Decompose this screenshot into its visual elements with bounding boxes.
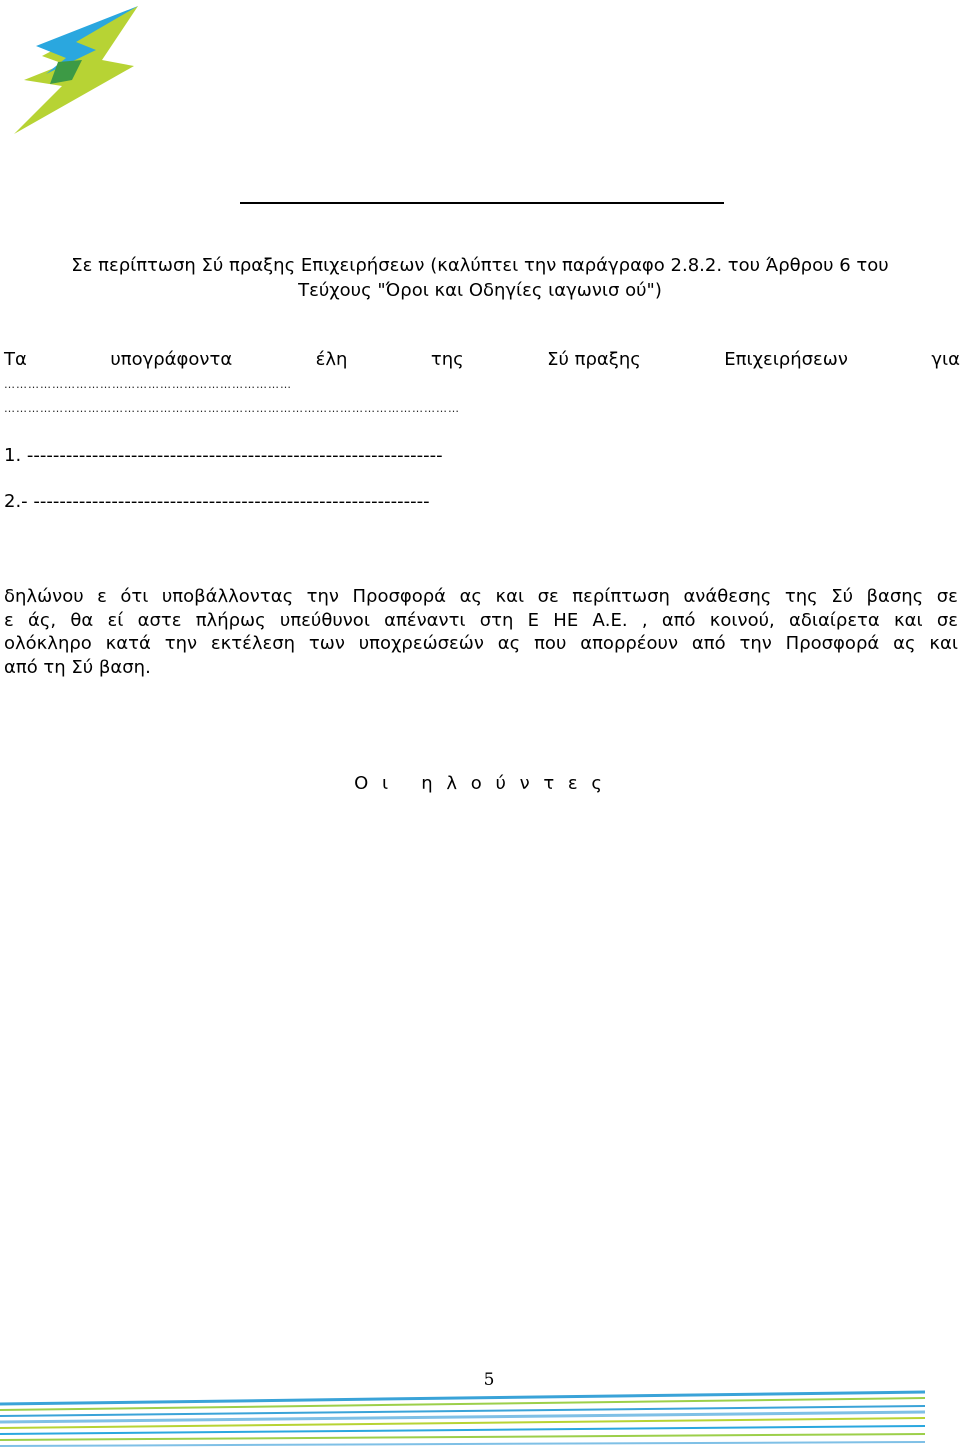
members-word: έλη <box>315 349 348 370</box>
declaration-word: Προσφορά <box>785 633 880 654</box>
declaration-word: κοινού, <box>709 609 775 631</box>
member-entry-2: 2.- ------------------------------------------------------------- <box>4 491 430 512</box>
declaration-line-2 <box>4 609 958 633</box>
members-word: για <box>931 349 960 370</box>
declaration-word: απέναντι <box>384 609 466 631</box>
declaration-word: απορρέουν <box>580 633 679 654</box>
declaration-word: εκτέλεση <box>210 633 296 654</box>
declaration-word: την <box>739 633 772 654</box>
intro-line-2: Τεύχους "Όροι και Οδηγίες ιαγωνισ ού") <box>298 280 662 301</box>
declaration-line-4: από τη Σύ βαση. <box>4 656 151 678</box>
declaration-word: πλήρως <box>195 609 266 631</box>
declaration-word: κατά <box>105 633 151 654</box>
declaration-word: ας <box>893 633 916 654</box>
page-number: 5 <box>483 1370 495 1390</box>
signatories-label: Ο ι η λ ο ύ ν τ ε ς <box>354 773 606 794</box>
dotted-fill-line-2: …………………………………………………………………………………………………… <box>4 402 460 415</box>
declaration-word: περίπτωση <box>572 586 670 607</box>
declaration-word: σε <box>537 586 559 607</box>
declaration-word: και <box>495 586 525 607</box>
declaration-word: Σύ <box>831 586 853 607</box>
declaration-word: , <box>641 609 648 631</box>
declaration-word: Προσφορά <box>352 586 447 607</box>
declaration-word: ΗΕ <box>553 609 579 631</box>
declaration-word: ας <box>459 586 482 607</box>
declaration-word: υποβάλλοντας <box>161 586 294 607</box>
declaration-line-3 <box>4 632 958 656</box>
members-word: της <box>430 349 464 370</box>
declaration-word: Α.Ε. <box>592 609 628 631</box>
declaration-word: της <box>784 586 818 607</box>
declaration-word: αστε <box>137 609 182 631</box>
declaration-word: βασης <box>866 586 924 607</box>
declaration-word: ανάθεσης <box>683 586 772 607</box>
declaration-word: θα <box>70 609 94 631</box>
declaration-word: ε <box>97 586 107 607</box>
declaration-word: Ε <box>527 609 540 631</box>
declaration-word: σε <box>936 609 958 631</box>
declaration-word: άς, <box>27 609 57 631</box>
declaration-word: στη <box>479 609 514 631</box>
members-word: Τα <box>4 349 27 370</box>
members-word: υπογράφοντα <box>110 349 233 370</box>
declaration-line-1 <box>4 585 958 609</box>
declaration-word: υποχρεώσεών <box>358 633 484 654</box>
declaration-word: ας <box>497 633 521 654</box>
footer-stripes-decoration <box>0 1388 960 1448</box>
declaration-word: δηλώνου <box>4 586 84 607</box>
declaration-word: σε <box>936 586 958 607</box>
title-underline <box>240 202 724 204</box>
declaration-word: των <box>308 633 345 654</box>
declaration-word: εί <box>107 609 124 631</box>
declaration-paragraph <box>4 585 958 679</box>
member-entry-1: 1. ---------------------------------------------------------------- <box>4 445 443 466</box>
declaration-word: ολόκληρο <box>4 633 92 654</box>
declaration-word: από <box>691 633 726 654</box>
members-word: Σύ πραξης <box>547 349 641 370</box>
dotted-fill-line-1: ……………………………………………………………… <box>4 378 292 391</box>
members-word: Επιχειρήσεων <box>724 349 848 370</box>
declaration-word: την <box>306 586 339 607</box>
declaration-word: αδιαίρετα <box>788 609 880 631</box>
declaration-word: που <box>534 633 567 654</box>
declaration-word: ε <box>4 609 14 631</box>
members-line <box>4 348 960 372</box>
declaration-word: από <box>661 609 696 631</box>
declaration-word: ότι <box>120 586 149 607</box>
declaration-word: υπεύθυνοι <box>279 609 370 631</box>
declaration-word: την <box>164 633 198 654</box>
declaration-word: και <box>894 609 923 631</box>
intro-line-1: Σε περίπτωση Σύ πραξης Επιχειρήσεων (καλύπτει την παράγραφο 2.8.2. του Άρθρου 6 του <box>71 255 889 276</box>
lightning-bolt-logo-icon <box>6 4 142 136</box>
declaration-word: και <box>929 633 958 654</box>
